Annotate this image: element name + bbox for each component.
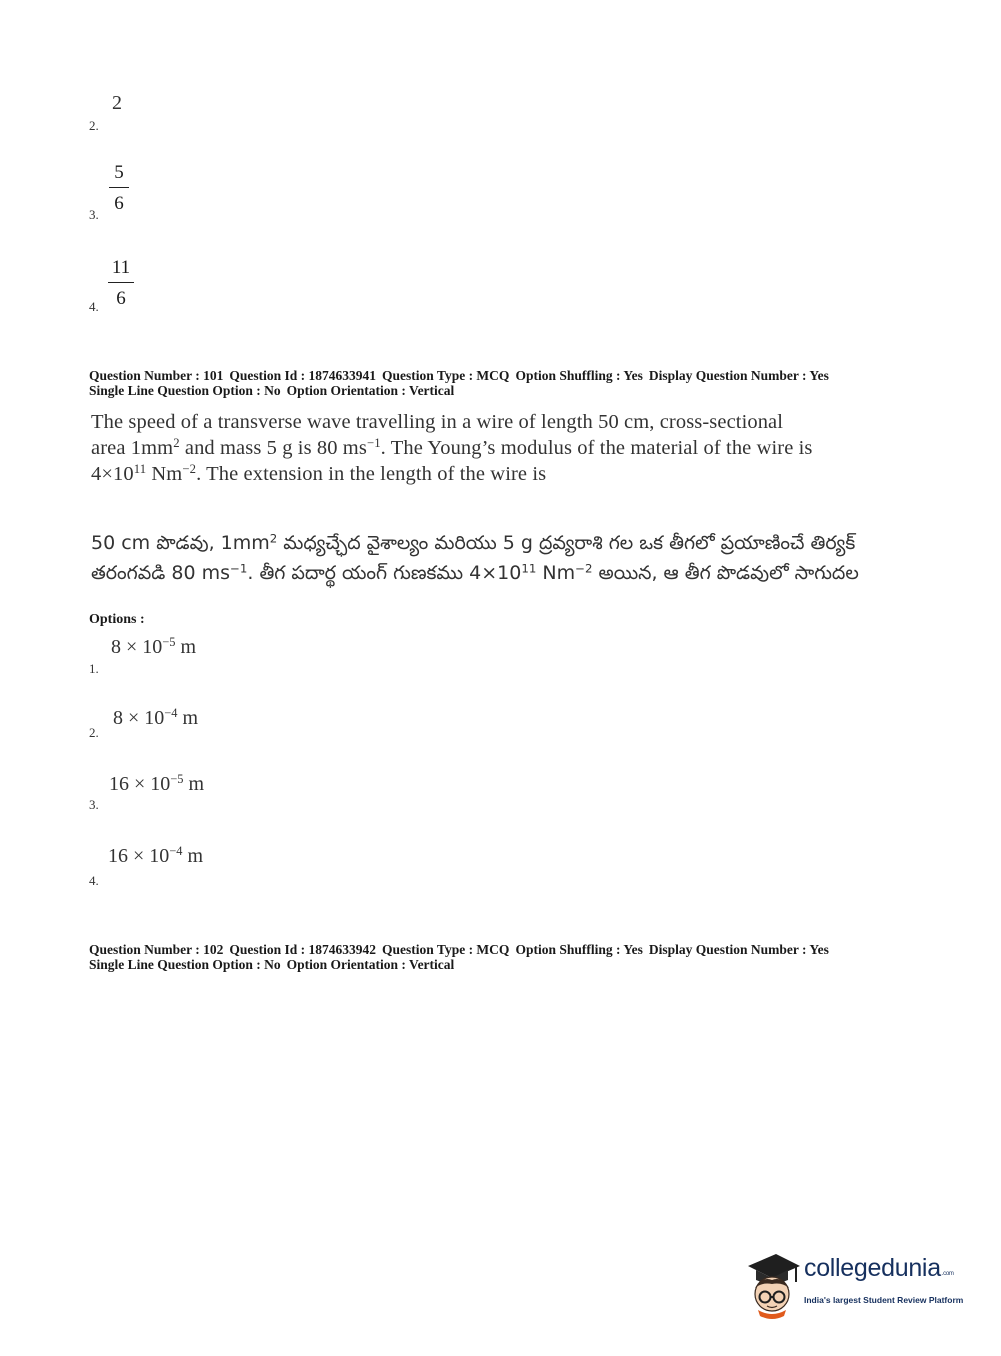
meta-field: Question Type : MCQ [382, 942, 510, 957]
mascot-icon [742, 1252, 802, 1322]
collegedunia-logo[interactable] [742, 1252, 972, 1322]
fraction-bar [108, 282, 134, 283]
question-line: 50 cm పొడవు, $1mm^2$ మధ్యచ్ఛేద వైశాల్యం మరియు 5 g ద్రవ్యరాశి గల ఒక తీగలో ప్రయాణించే తిర్యక్ [91, 531, 856, 554]
question-meta-102 [89, 942, 835, 972]
meta-line-1 [89, 942, 835, 957]
option-value: $8 \times 10^{-5}$ m [111, 635, 197, 658]
meta-line-2 [89, 383, 835, 398]
option-number: 2. [89, 725, 99, 740]
fraction-numerator: 5 [114, 162, 124, 183]
meta-field: Question Number : 101 [89, 368, 224, 383]
meta-field: Single Line Question Option : No [89, 957, 281, 972]
option-number: 3. [89, 207, 99, 222]
meta-line-1 [89, 368, 835, 383]
fraction-numerator: 11 [111, 257, 131, 278]
question-meta-101 [89, 368, 835, 398]
meta-field: Display Question Number : Yes [648, 368, 829, 383]
meta-field: Question Number : 102 [89, 942, 224, 957]
meta-field: Option Shuffling : Yes [515, 942, 643, 957]
options-label: Options : [89, 612, 145, 627]
fraction-denominator: 6 [116, 288, 126, 309]
meta-field: Option Shuffling : Yes [515, 368, 643, 383]
option-number: 3. [89, 797, 99, 812]
option-value: $16 \times 10^{-5}$ m [109, 772, 205, 795]
brand-tagline: India's largest Student Review Platform [804, 1295, 964, 1305]
question-line: $4\times 10^{11}$ $Nm^{-2}$. The extension in the length of the wire is [91, 462, 547, 485]
option-number: 1. [89, 661, 99, 676]
brand-name: collegedunia.com [804, 1254, 954, 1282]
meta-field: Single Line Question Option : No [89, 383, 281, 398]
meta-field: Question Type : MCQ [382, 368, 510, 383]
question-line: తరంగవడి 80 $ms^{-1}$. తీగ పదార్థ యంగ్ గుణకము $4\times 10^{11}$ $Nm^{-2}$ అయిన, ఆ తీగ పొడవులో సాగుదల [91, 561, 859, 584]
question-text-telugu [91, 528, 871, 588]
question-line: area $1mm^2$ and mass 5 g is 80 $ms^{-1}$. The Young’s modulus of the material of the wire is [91, 436, 813, 459]
meta-field: Question Id : 1874633941 [229, 368, 377, 383]
option-value: 2 [112, 92, 122, 114]
option-number: 4. [89, 873, 99, 888]
meta-field: Display Question Number : Yes [648, 942, 829, 957]
option-value: $16 \times 10^{-4}$ m [108, 844, 204, 867]
fraction [108, 258, 134, 308]
question-text-english [91, 409, 861, 487]
option-number: 2. [89, 118, 99, 133]
option-number: 4. [89, 299, 99, 314]
meta-line-2 [89, 957, 835, 972]
meta-field: Question Id : 1874633942 [229, 942, 377, 957]
fraction [109, 163, 129, 213]
meta-field: Option Orientation : Vertical [286, 383, 455, 398]
meta-field: Option Orientation : Vertical [286, 957, 455, 972]
fraction-bar [109, 187, 129, 188]
fraction-denominator: 6 [114, 193, 124, 214]
question-line: The speed of a transverse wave travelling in a wire of length 50 cm, cross-sectional [91, 411, 784, 433]
option-value: $8 \times 10^{-4}$ m [113, 706, 199, 729]
